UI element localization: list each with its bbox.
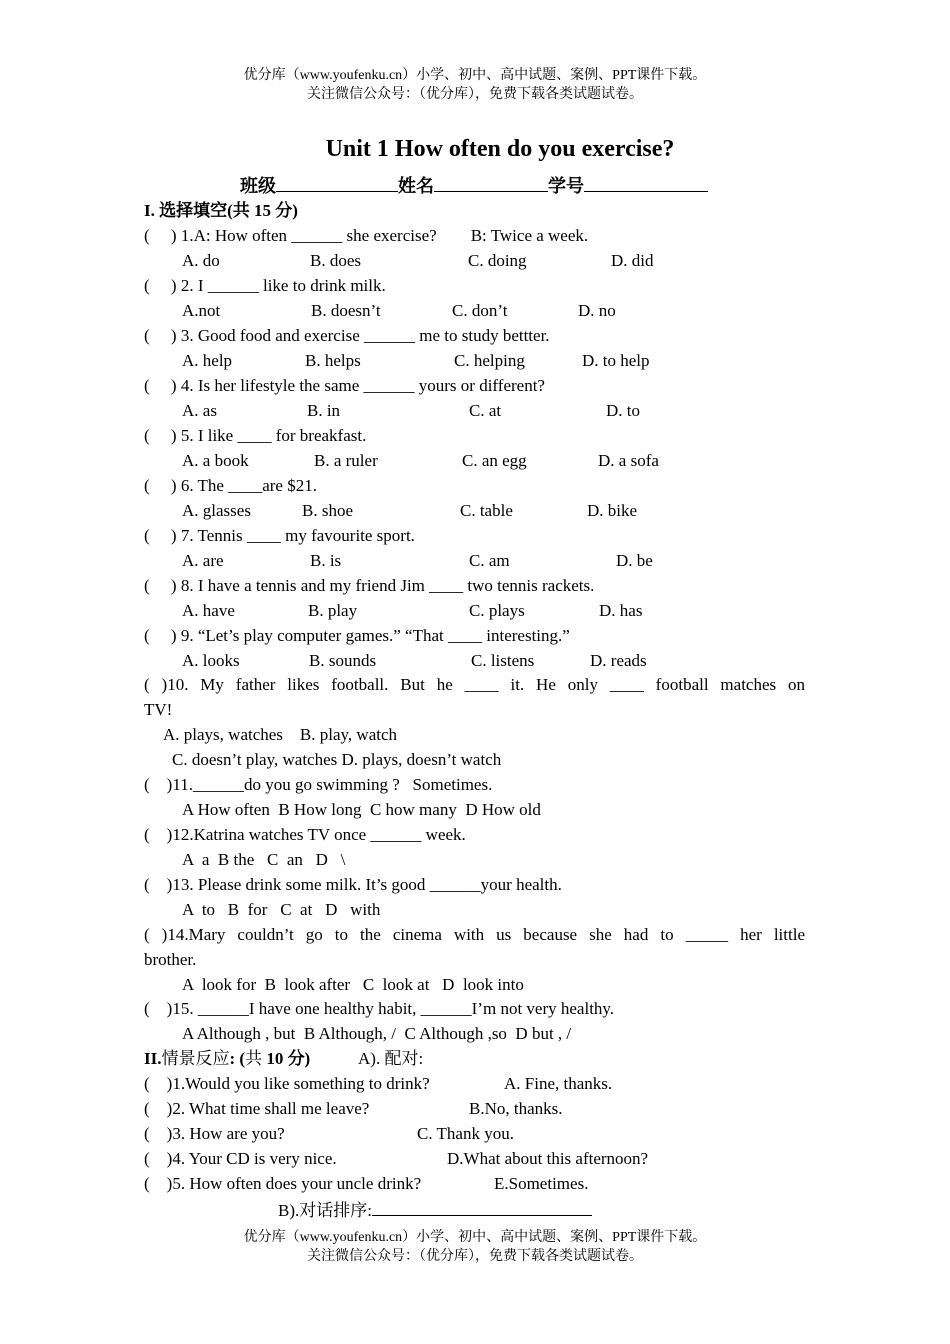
part-b-label: B).对话排序:	[278, 1201, 372, 1220]
q6-option-b: B. shoe	[302, 501, 353, 520]
q9-option-b: B. sounds	[309, 651, 377, 670]
section-2-points-unit: 分)	[283, 1049, 311, 1068]
q7-option-b: B. is	[310, 551, 342, 570]
q5-option-a: A. a book	[182, 451, 249, 470]
q8-option-b: B. play	[308, 601, 358, 620]
q3-option-b: B. helps	[305, 351, 361, 370]
section-2-part-b	[278, 1198, 592, 1222]
q4-option-c: C. at	[469, 401, 502, 420]
q11-stem: ( )11.______do you go swimming ? Sometimes.	[144, 775, 493, 794]
q14-options: A look for B look after C look at D look into	[182, 975, 524, 994]
match-question-5: ( )5. How often does your uncle drink?	[144, 1174, 422, 1193]
q2-option-c: C. don’t	[452, 301, 508, 320]
match-answer-b: B.No, thanks.	[469, 1099, 563, 1118]
q4-option-a: A. as	[182, 401, 217, 420]
page-footer-line-2: 关注微信公众号：（优分库），免费下载各类试题试卷。	[307, 1249, 643, 1264]
page-header-line-2: 关注微信公众号：（优分库），免费下载各类试题试卷。	[307, 87, 643, 102]
q10-options-1: A. plays, watches B. play, watch	[163, 725, 398, 744]
class-blank[interactable]	[276, 174, 398, 192]
q7-option-c: C. am	[469, 551, 510, 570]
q1-option-d: D. did	[611, 251, 654, 270]
q3-option-a: A. help	[182, 351, 233, 370]
q1-option-b: B. does	[310, 251, 361, 270]
q3-option-c: C. helping	[454, 351, 525, 370]
q5-option-c: C. an egg	[462, 451, 527, 470]
match-answer-e: E.Sometimes.	[494, 1174, 589, 1193]
section-2-punct: : (	[229, 1049, 246, 1068]
q8-stem: ( ) 8. I have a tennis and my friend Jim ____ two tennis rackets.	[144, 576, 595, 595]
q5-option-b: B. a ruler	[314, 451, 378, 470]
id-blank[interactable]	[584, 174, 708, 192]
q6-stem: ( ) 6. The ____are $21.	[144, 476, 317, 495]
q8-option-d: D. has	[599, 601, 643, 620]
q7-option-d: D. be	[616, 551, 653, 570]
q4-option-d: D. to	[606, 401, 640, 420]
q6-option-a: A. glasses	[182, 501, 251, 520]
match-answer-d: D.What about this afternoon?	[447, 1149, 649, 1168]
name-blank[interactable]	[434, 174, 548, 192]
section-2-title	[144, 1048, 310, 1070]
section-2-points: 10	[266, 1049, 284, 1068]
q5-option-d: D. a sofa	[598, 451, 659, 470]
section-1-title: I. 选择填空(共 15 分)	[144, 201, 298, 220]
q12-stem: ( )12.Katrina watches TV once ______ week.	[144, 825, 466, 844]
q9-option-c: C. listens	[471, 651, 535, 670]
q12-options: A a B the C an D \	[182, 850, 346, 869]
match-answer-c: C. Thank you.	[417, 1124, 514, 1143]
q2-stem: ( ) 2. I ______ like to drink milk.	[144, 276, 386, 295]
q9-option-a: A. looks	[182, 651, 240, 670]
q6-option-d: D. bike	[587, 501, 638, 520]
q11-options: A How often B How long C how many D How old	[182, 800, 541, 819]
page-header-line-1: 优分库（www.youfenku.cn）小学、初中、高中试题、案例、PPT课件下载。	[243, 68, 707, 83]
section-2-name: 情景反应	[161, 1049, 230, 1068]
section-2-number: II.	[144, 1049, 162, 1068]
q9-option-d: D. reads	[590, 651, 647, 670]
page-title: Unit 1 How often do you exercise?	[325, 136, 675, 162]
q4-option-b: B. in	[307, 401, 341, 420]
q8-option-a: A. have	[182, 601, 235, 620]
q9-stem: ( ) 9. “Let’s play computer games.” “That ____ interesting.”	[144, 626, 570, 645]
q14-stem-cont: brother.	[144, 950, 197, 969]
q1-stem: ( ) 1.A: How often ______ she exercise? B: Twice a week.	[144, 226, 589, 245]
page-footer-line-1: 优分库（www.youfenku.cn）小学、初中、高中试题、案例、PPT课件下载。	[243, 1230, 707, 1245]
q2-option-d: D. no	[578, 301, 616, 320]
q6-option-c: C. table	[460, 501, 513, 520]
q15-options: A Although , but B Although, / C Although ,so D but , /	[182, 1024, 572, 1043]
q10-stem-cont: TV!	[144, 700, 173, 719]
q10-options-2: C. doesn’t play, watches D. plays, doesn’t watch	[172, 750, 502, 769]
q3-stem: ( ) 3. Good food and exercise ______ me to study bettter.	[144, 326, 550, 345]
q5-stem: ( ) 5. I like ____ for breakfast.	[144, 426, 367, 445]
q15-stem: ( )15. ______I have one healthy habit, ______I’m not very healthy.	[144, 999, 615, 1018]
section-2-part-a: A). 配对:	[358, 1049, 424, 1068]
match-question-1: ( )1.Would you like something to drink?	[144, 1074, 430, 1093]
q7-stem: ( ) 7. Tennis ____ my favourite sport.	[144, 526, 415, 545]
q1-option-a: A. do	[182, 251, 220, 270]
q13-stem: ( )13. Please drink some milk. It’s good ______your health.	[144, 875, 562, 894]
match-answer-a: A. Fine, thanks.	[504, 1074, 613, 1093]
q7-option-a: A. are	[182, 551, 224, 570]
q2-option-b: B. doesn’t	[311, 301, 381, 320]
match-question-2: ( )2. What time shall me leave?	[144, 1099, 370, 1118]
id-label: 学号	[548, 176, 584, 196]
class-label: 班级	[240, 176, 276, 196]
q14-stem: ( )14.Mary couldn’t go to the cinema with us because she had to _____ her little	[144, 925, 805, 944]
match-question-3: ( )3. How are you?	[144, 1124, 285, 1143]
part-b-blank[interactable]	[372, 1198, 592, 1216]
q8-option-c: C. plays	[469, 601, 525, 620]
q1-option-c: C. doing	[468, 251, 527, 270]
name-label: 姓名	[398, 176, 434, 196]
q4-stem: ( ) 4. Is her lifestyle the same ______ yours or different?	[144, 376, 545, 395]
q13-options: A to B for C at D with	[182, 900, 381, 919]
match-question-4: ( )4. Your CD is very nice.	[144, 1149, 337, 1168]
section-2-points-label: 共	[245, 1049, 267, 1068]
q3-option-d: D. to help	[582, 351, 650, 370]
q2-option-a: A.not	[182, 301, 221, 320]
q10-stem: ( )10. My father likes football. But he ____ it. He only ____ football matches on	[144, 675, 805, 694]
student-info-line	[240, 174, 708, 198]
